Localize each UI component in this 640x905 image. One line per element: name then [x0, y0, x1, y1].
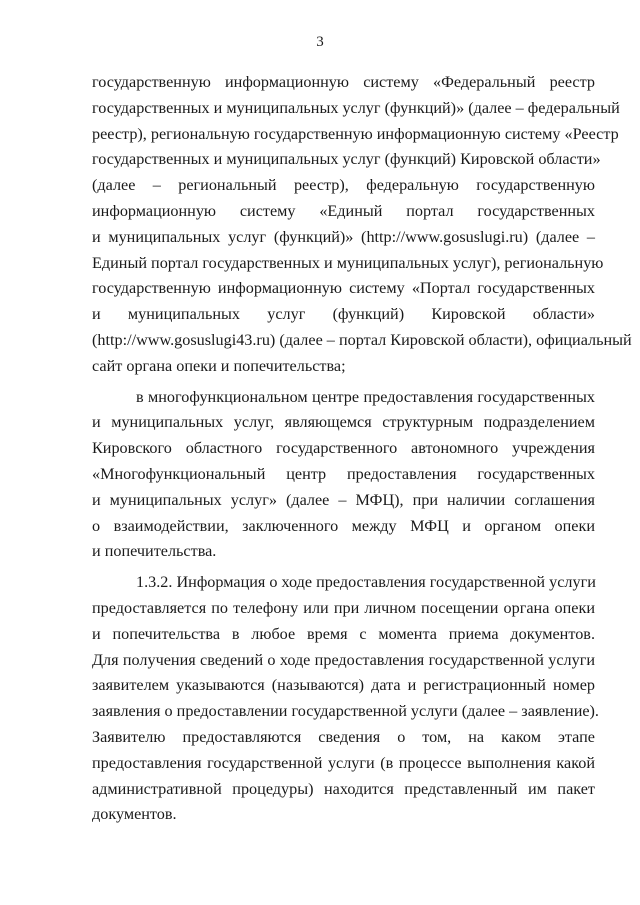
text-line: и попечительства в любое время с момента приема документов.	[92, 624, 595, 643]
page-number: 3	[316, 34, 324, 50]
text-line: предоставляется по телефону или при личном посещении органа опеки	[92, 598, 595, 617]
text-line: и муниципальных услуг» (далее – МФЦ), при наличии соглашения	[92, 490, 595, 509]
document-body	[92, 70, 632, 828]
text-line: Единый портал государственных и муниципальных услуг), региональную	[92, 253, 604, 272]
text-line: заявления о предоставлении государственной услуги (далее – заявление).	[92, 702, 599, 721]
text-line: (далее – региональный реестр), федеральную государственную	[92, 176, 595, 195]
text-line: 1.3.2. Информация о ходе предоставления государственной услуги	[136, 573, 596, 592]
text-line: реестр), региональную государственную информационную систему «Реестр	[92, 124, 619, 143]
text-line: в многофункциональном центре предоставления государственных	[136, 387, 595, 406]
text-line: предоставления государственной услуги (в процессе выполнения какой	[92, 753, 595, 772]
text-line: сайт органа опеки и попечительства;	[92, 356, 346, 375]
text-line: о взаимодействии, заключенного между МФЦ и органом опеки	[92, 516, 595, 535]
text-line: и попечительства.	[92, 542, 217, 561]
text-line: и муниципальных услуг (функций)» (http://www.gosuslugi.ru) (далее –	[92, 227, 595, 246]
paragraph-information-systems	[92, 70, 632, 380]
text-line: государственных и муниципальных услуг (функций) Кировской области»	[92, 150, 601, 169]
text-line: Кировского областного государственного автономного учреждения	[92, 439, 595, 458]
text-line: государственных и муниципальных услуг (функций)» (далее – федеральный	[92, 98, 620, 117]
text-line: документов.	[92, 805, 177, 824]
paragraph-mfc	[92, 385, 595, 566]
text-line: Для получения сведений о ходе предоставления государственной услуги	[92, 650, 595, 669]
text-line: информационную систему «Единый портал государственных	[92, 201, 595, 220]
text-line: и муниципальных услуг (функций) Кировской области»	[92, 305, 595, 324]
text-line: «Многофункциональный центр предоставления государственных	[92, 464, 595, 483]
text-line: административной процедуры) находится представленный им пакет	[92, 779, 595, 798]
text-line: государственную информационную систему «Портал государственных	[92, 279, 595, 298]
text-line: заявителем указываются (называются) дата и регистрационный номер	[92, 676, 595, 695]
text-line: и муниципальных услуг, являющемся структурным подразделением	[92, 413, 595, 432]
text-line: (http://www.gosuslugi43.ru) (далее – портал Кировской области), официальный	[92, 330, 632, 349]
text-line: государственную информационную систему «Федеральный реестр	[92, 73, 595, 91]
paragraph-1-3-2	[92, 570, 599, 828]
text-line: Заявителю предоставляются сведения о том, на каком этапе	[92, 727, 595, 746]
